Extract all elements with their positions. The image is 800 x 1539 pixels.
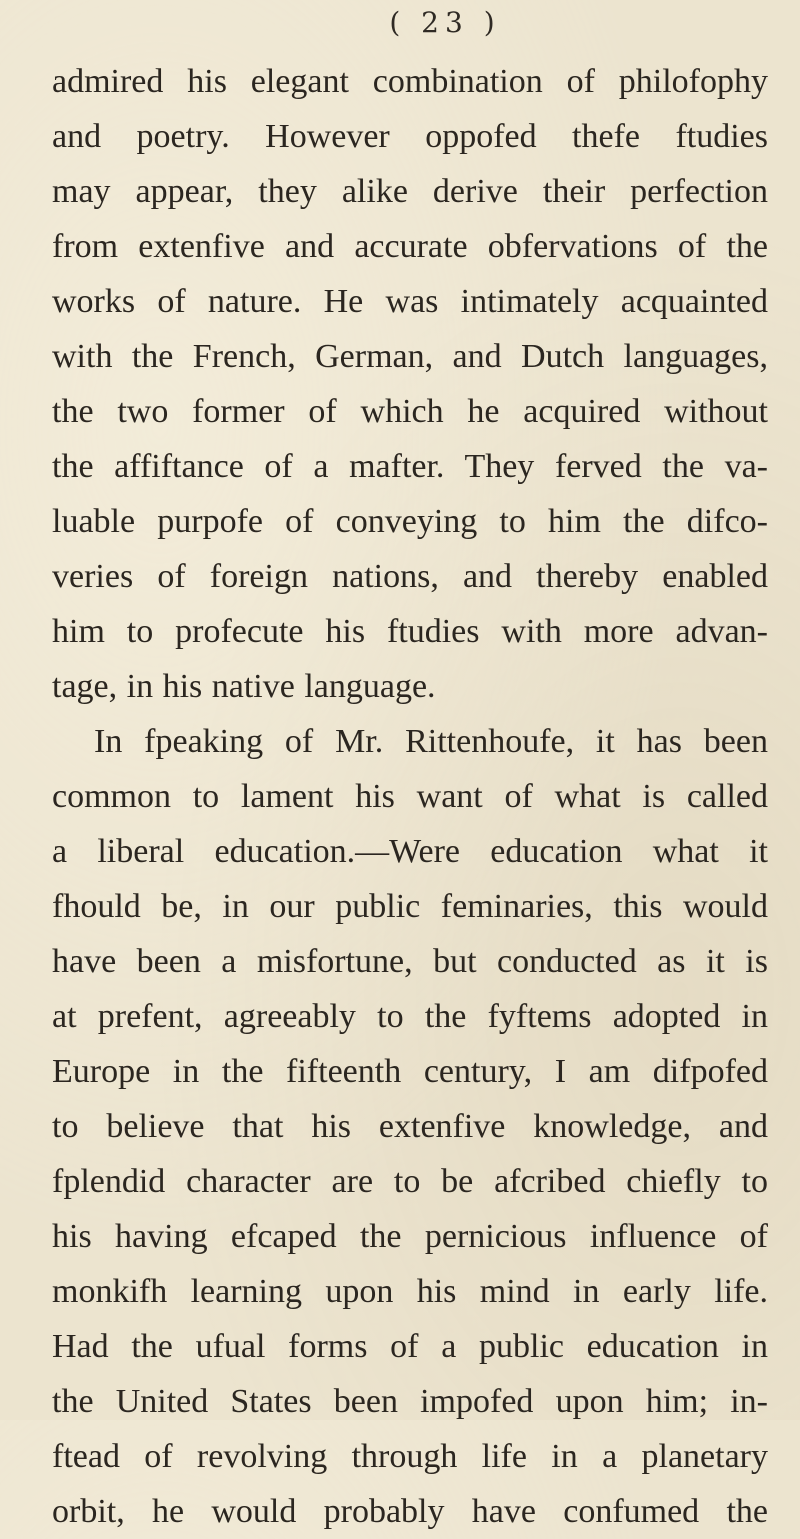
text-line: the United States been impofed upon him; in- xyxy=(52,1383,768,1420)
text-line: may appear, they alike derive their perfection xyxy=(52,173,768,210)
text-line: ftead of revolving through life in a planetary xyxy=(52,1438,768,1475)
text-line: him to profecute his ftudies with more advan- xyxy=(52,613,768,650)
paragraph-end-line: tage, in his native language. xyxy=(52,668,436,705)
text-line: luable purpofe of conveying to him the difco- xyxy=(52,503,768,540)
page-number: ( 23 ) xyxy=(389,6,501,39)
text-line: orbit, he would probably have confumed the xyxy=(52,1493,768,1530)
text-line: with the French, German, and Dutch languages, xyxy=(52,338,768,375)
text-line: Had the ufual forms of a public education in xyxy=(52,1328,768,1365)
body-text xyxy=(52,54,768,1539)
text-line: a liberal education.—Were education what it xyxy=(52,833,768,870)
text-line: Europe in the fifteenth century, I am difpofed xyxy=(52,1053,768,1090)
text-line: and poetry. However oppofed thefe ftudies xyxy=(52,118,768,155)
text-line: admired his elegant combination of philofophy xyxy=(52,63,768,100)
text-line: monkifh learning upon his mind in early life. xyxy=(52,1273,768,1310)
text-line: to believe that his extenfive knowledge, and xyxy=(52,1108,768,1145)
text-line: the affiftance of a mafter. They ferved the va- xyxy=(52,448,768,485)
text-line: fplendid character are to be afcribed chiefly to xyxy=(52,1163,768,1200)
text-line: the two former of which he acquired without xyxy=(52,393,768,430)
text-line: veries of foreign nations, and thereby enabled xyxy=(52,558,768,595)
text-line: fhould be, in our public feminaries, this would xyxy=(52,888,768,925)
text-line: common to lament his want of what is called xyxy=(52,778,768,815)
text-line: his having efcaped the pernicious influence of xyxy=(52,1218,768,1255)
text-line: have been a misfortune, but conducted as it is xyxy=(52,943,768,980)
text-line: at prefent, agreeably to the fyftems adopted in xyxy=(52,998,768,1035)
text-line: from extenfive and accurate obfervations of the xyxy=(52,228,768,265)
paragraph-start-line: In fpeaking of Mr. Rittenhoufe, it has been xyxy=(94,723,768,760)
text-line: works of nature. He was intimately acquainted xyxy=(52,283,768,320)
